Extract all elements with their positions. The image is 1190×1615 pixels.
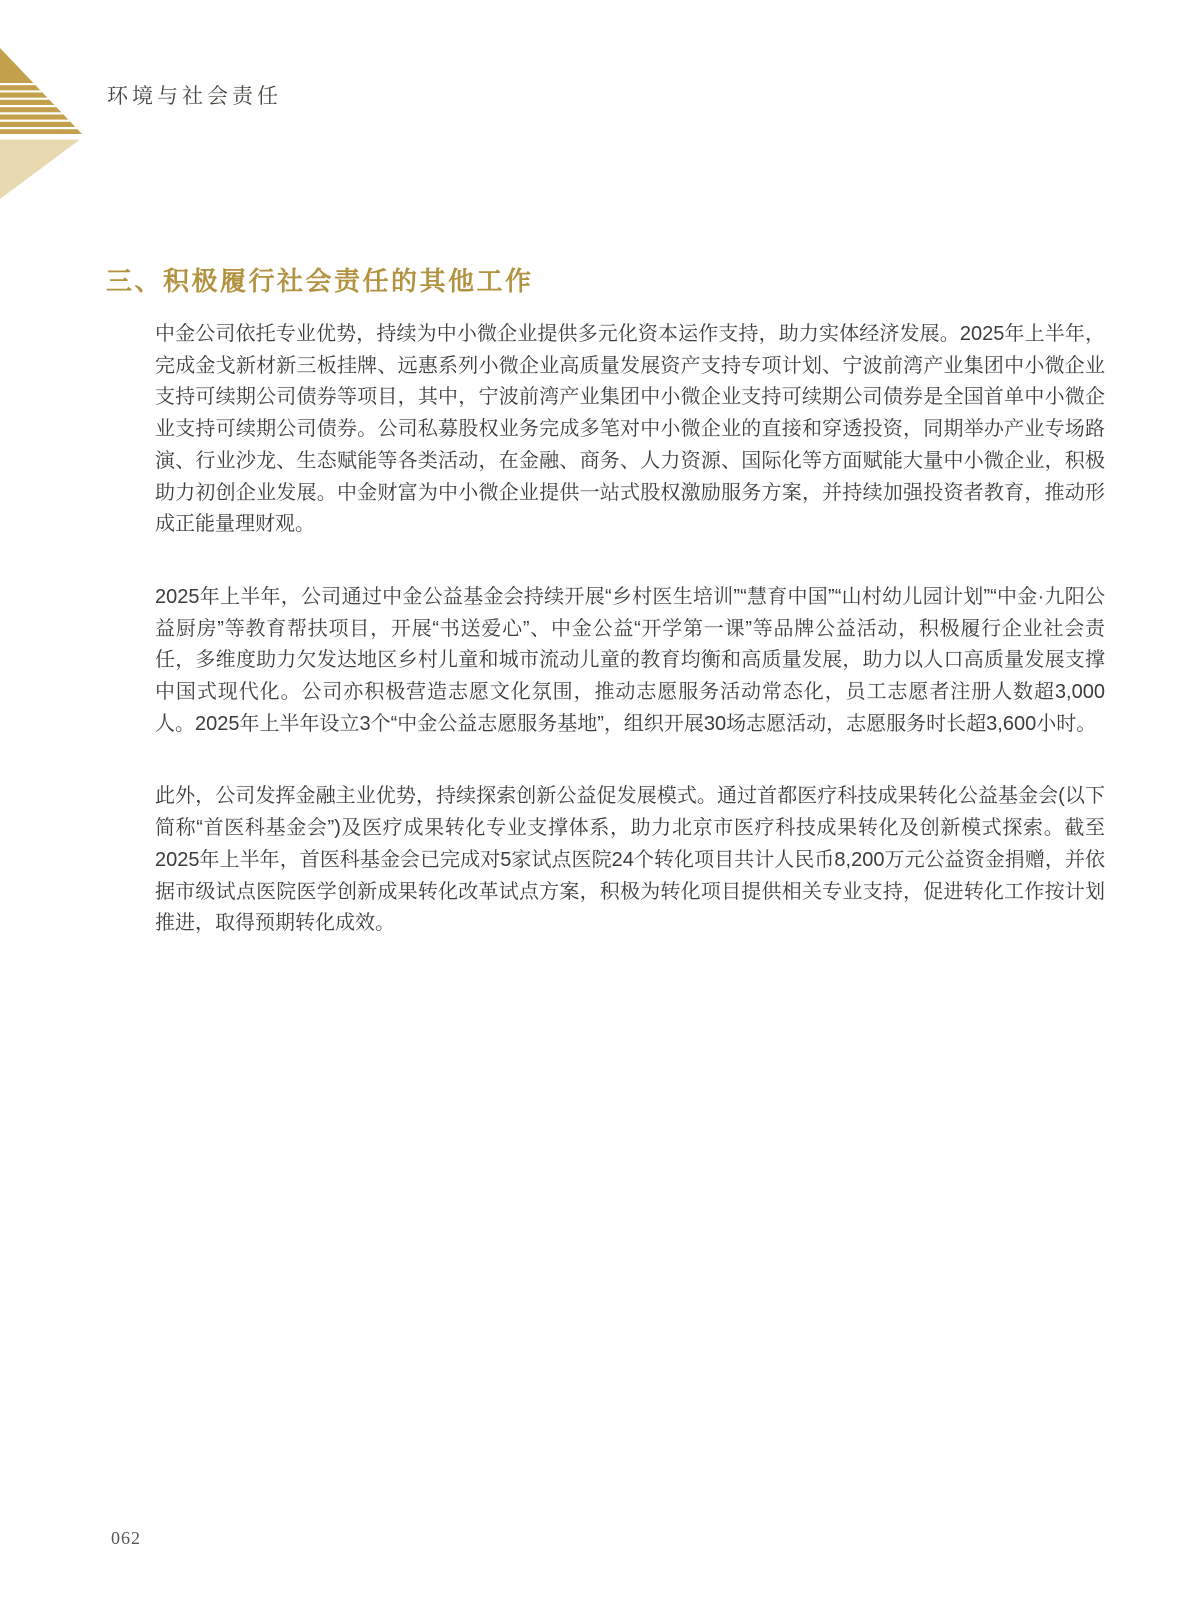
- corner-triangle-logo-icon: [0, 48, 84, 200]
- body-text-block: [155, 319, 1105, 940]
- body-paragraph: 此外，公司发挥金融主业优势，持续探索创新公益促发展模式。通过首都医疗科技成果转化公益基金会(以下简称“首医科基金会”)及医疗成果转化专业支撑体系，助力北京市医疗科技成果转化及创新模式探索。截至2025年上半年，首医科基金会已完成对5家试点医院24个转化项目共计人民币8,200万元公益资金捐赠，并依据市级试点医院医学创新成果转化改革试点方案，积极为转化项目提供相关专业支持，促进转化工作按计划推进，取得预期转化成效。: [155, 785, 1105, 935]
- page-number: 062: [111, 1528, 141, 1548]
- body-paragraph: 2025年上半年，公司通过中金公益基金会持续开展“乡村医生培训”“慧育中国”“山村幼儿园计划”“中金·九阳公益厨房”等教育帮扶项目，开展“书送爱心”、中金公益“开学第一课”等品牌公益活动，积极履行企业社会责任，多维度助力欠发达地区乡村儿童和城市流动儿童的教育均衡和高质量发展，助力以人口高质量发展支撑中国式现代化。公司亦积极营造志愿文化氛围，推动志愿服务活动常态化，员工志愿者注册人数超3,000人。2025年上半年设立3个“中金公益志愿服务基地”，组织开展30场志愿活动，志愿服务时长超3,600小时。: [155, 585, 1105, 735]
- chapter-header: 环境与社会责任: [107, 84, 282, 108]
- section-heading: 三、积极履行社会责任的其他工作: [106, 266, 534, 296]
- body-paragraph: 中金公司依托专业优势，持续为中小微企业提供多元化资本运作支持，助力实体经济发展。2025年上半年，完成金戈新材新三板挂牌、远惠系列小微企业高质量发展资产支持专项计划、宁波前湾产业集团中小微企业支持可续期公司债券等项目，其中，宁波前湾产业集团中小微企业支持可续期公司债券是全国首单中小微企业支持可续期公司债券。公司私募股权业务完成多笔对中小微企业的直接和穿透投资，同期举办产业专场路演、行业沙龙、生态赋能等各类活动，在金融、商务、人力资源、国际化等方面赋能大量中小微企业，积极助力初创企业发展。中金财富为中小微企业提供一站式股权激励服务方案，并持续加强投资者教育，推动形成正能量理财观。: [155, 323, 1105, 536]
